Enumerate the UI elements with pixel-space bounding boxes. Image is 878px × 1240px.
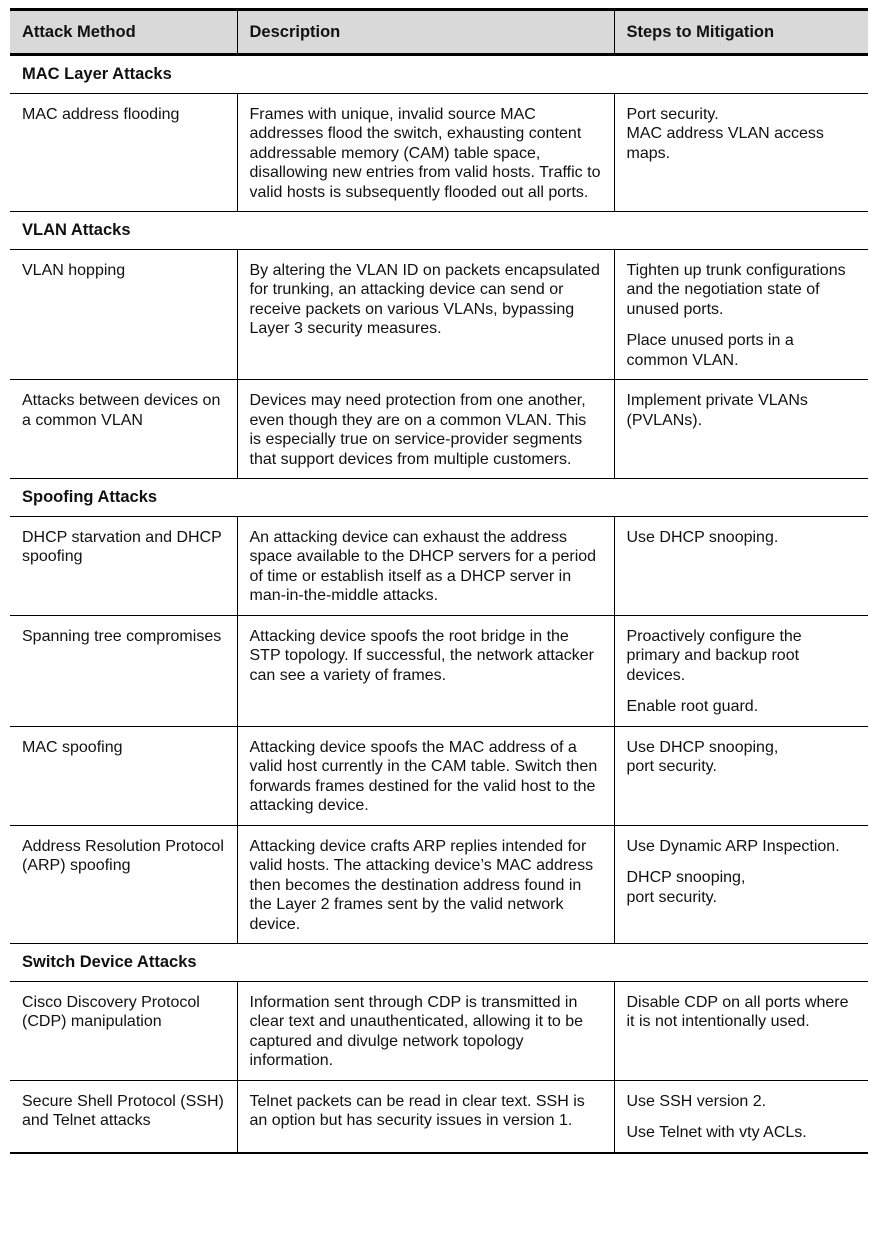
mitigation-cell: [614, 249, 868, 380]
description-cell: By altering the VLAN ID on packets encapsulated for trunking, an attacking device can send or receive packets on various VLANs, bypassing Layer 3 security measures.: [237, 249, 614, 380]
description-cell: Attacking device spoofs the root bridge in the STP topology. If successful, the network attacker can see a variety of frames.: [237, 615, 614, 726]
attack-method-cell: Secure Shell Protocol (SSH) and Telnet attacks: [10, 1080, 237, 1153]
mitigation-cell: [614, 93, 868, 212]
mitigation-cell: [614, 825, 868, 944]
mitigation-step: Use Dynamic ARP Inspection.: [626, 837, 840, 855]
description-cell: Frames with unique, invalid source MAC addresses flood the switch, exhausting content addressable memory (CAM) table space, disallowing new entries from valid hosts. Traffic to valid hosts is subsequently flooded out all ports.: [237, 93, 614, 212]
mitigation-step: Implement private VLANs (PVLANs).: [626, 392, 808, 429]
mitigation-step: Use SSH version 2.: [626, 1092, 767, 1110]
mitigation-step: Use DHCP snooping, port security.: [626, 738, 779, 775]
mitigation-cell: [614, 981, 868, 1080]
mitigation-step: Use Telnet with vty ACLs.: [626, 1124, 807, 1141]
attack-method-cell: Attacks between devices on a common VLAN: [10, 380, 237, 479]
description-cell: Attacking device crafts ARP replies intended for valid hosts. The attacking device’s MAC address then becomes the destination address found in the Layer 2 frames sent by the valid network device.: [237, 825, 614, 944]
attack-method-cell: Address Resolution Protocol (ARP) spoofing: [10, 825, 237, 944]
mitigation-step: Use DHCP snooping.: [626, 528, 779, 546]
mitigation-step: Tighten up trunk configurations and the negotiation state of unused ports.: [626, 261, 846, 318]
header-description: Description: [237, 10, 614, 55]
attack-method-cell: DHCP starvation and DHCP spoofing: [10, 516, 237, 615]
mitigation-step: Proactively configure the primary and backup root devices.: [626, 627, 802, 684]
mitigation-step: Port security. MAC address VLAN access maps.: [626, 105, 824, 162]
table-row: [10, 380, 868, 479]
section-title: MAC Layer Attacks: [10, 55, 868, 94]
attack-method-cell: Spanning tree compromises: [10, 615, 237, 726]
table-row: [10, 726, 868, 825]
attack-method-cell: MAC address flooding: [10, 93, 237, 212]
attack-method-cell: Cisco Discovery Protocol (CDP) manipulation: [10, 981, 237, 1080]
table-header: [10, 10, 868, 55]
mitigation-cell: [614, 726, 868, 825]
mitigation-step: Disable CDP on all ports where it is not intentionally used.: [626, 993, 849, 1030]
section-header-row: [10, 212, 868, 250]
table-row: [10, 981, 868, 1080]
attack-method-cell: MAC spoofing: [10, 726, 237, 825]
table-body: [10, 55, 868, 1153]
table-row: [10, 1080, 868, 1153]
description-cell: Information sent through CDP is transmitted in clear text and unauthenticated, allowing it to be captured and divulge network topology information.: [237, 981, 614, 1080]
table-row: [10, 615, 868, 726]
mitigation-step: Place unused ports in a common VLAN.: [626, 332, 794, 369]
description-cell: An attacking device can exhaust the address space available to the DHCP servers for a period of time or establish itself as a DHCP server in man-in-the-middle attacks.: [237, 516, 614, 615]
description-cell: Devices may need protection from one another, even though they are on a common VLAN. This is especially true on service-provider segments that support devices from multiple customers.: [237, 380, 614, 479]
section-title: VLAN Attacks: [10, 212, 868, 250]
section-header-row: [10, 479, 868, 517]
description-cell: Attacking device spoofs the MAC address of a valid host currently in the CAM table. Switch then forwards frames destined for the valid host to the attacking device.: [237, 726, 614, 825]
attack-mitigation-document: [10, 8, 868, 1154]
table-row: [10, 93, 868, 212]
attack-mitigation-table: [10, 8, 868, 1154]
mitigation-cell: [614, 1080, 868, 1153]
description-cell: Telnet packets can be read in clear text. SSH is an option but has security issues in version 1.: [237, 1080, 614, 1153]
mitigation-cell: [614, 516, 868, 615]
header-steps-to-mitigation: Steps to Mitigation: [614, 10, 868, 55]
table-row: [10, 516, 868, 615]
mitigation-cell: [614, 380, 868, 479]
table-row: [10, 825, 868, 944]
section-header-row: [10, 944, 868, 982]
mitigation-step: Enable root guard.: [626, 698, 759, 715]
section-header-row: [10, 55, 868, 94]
section-title: Switch Device Attacks: [10, 944, 868, 982]
section-title: Spoofing Attacks: [10, 479, 868, 517]
header-attack-method: Attack Method: [22, 23, 136, 41]
mitigation-step: DHCP snooping, port security.: [626, 869, 746, 906]
mitigation-cell: [614, 615, 868, 726]
attack-method-cell: VLAN hopping: [10, 249, 237, 380]
table-row: [10, 249, 868, 380]
header-row: [10, 10, 868, 55]
